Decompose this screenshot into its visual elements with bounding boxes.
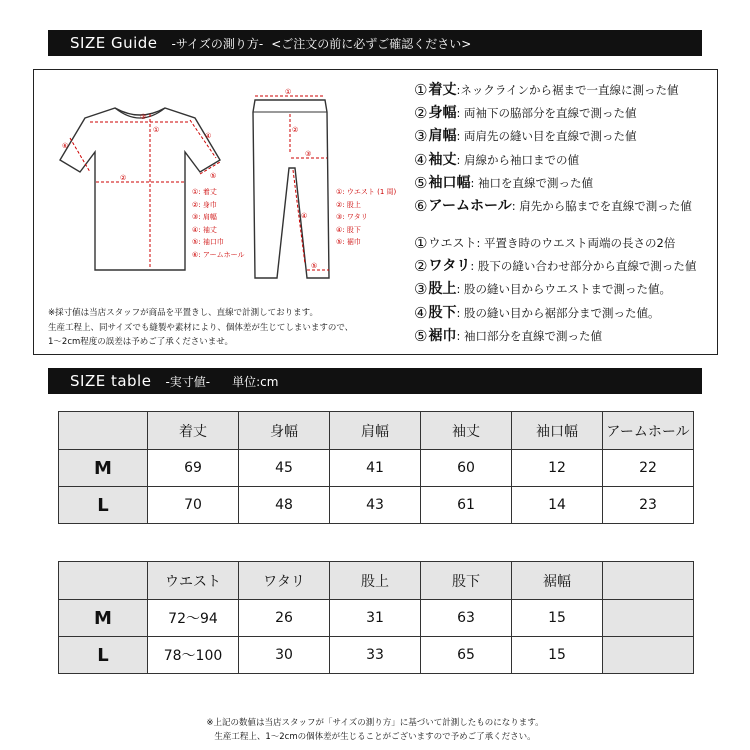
measurement-text: : 股の縫い目からウエストまで測った値。 (456, 282, 671, 297)
table-header-cell: アームホール (603, 412, 694, 450)
legend-item: ④: 袖丈 (192, 225, 217, 234)
size-label-cell: L (59, 637, 148, 674)
table-cell: 78〜100 (148, 637, 239, 674)
measurement-note (48, 306, 353, 350)
measurement-text: : 平置き時のウエスト両端の長さの2倍 (476, 236, 676, 250)
table-row (59, 450, 694, 487)
measurement-label: 裾巾 (428, 327, 457, 344)
size-label-cell: M (59, 450, 148, 487)
measurement-label: 肩幅 (428, 128, 457, 145)
svg-text:④: ④ (205, 132, 212, 140)
svg-text:⑥: ⑥ (62, 142, 69, 150)
size-guide-title: SIZE Guide (70, 34, 158, 52)
table-cell: 15 (512, 600, 603, 637)
size-table-title: SIZE table (70, 372, 152, 390)
table-cell (603, 637, 694, 674)
top-size-table (58, 411, 694, 524)
table-cell: 43 (330, 487, 421, 524)
measurement-number: ⑥ (414, 196, 428, 215)
legend-item: ②: 身巾 (192, 200, 217, 209)
measurement-row (414, 172, 692, 195)
measurement-number: ② (414, 257, 428, 276)
measurement-text: : 袖口を直線で測った値 (470, 175, 593, 190)
table-cell: 41 (330, 450, 421, 487)
measurement-number: ⑤ (414, 326, 428, 345)
measurement-text: : 両肩先の縫い目を直線で測った値 (456, 129, 637, 144)
table-row (59, 637, 694, 674)
measurement-text: : 股の縫い目から裾部分まで測った値。 (456, 305, 660, 320)
legend-item: ①: 着丈 (192, 188, 217, 196)
table-cell (603, 600, 694, 637)
measurement-text: : 肩先から脇までを直線で測った値 (511, 198, 692, 213)
table-cell: 22 (603, 450, 694, 487)
svg-text:①: ① (285, 88, 292, 96)
measurement-row (414, 125, 692, 148)
table-cell: 70 (148, 487, 239, 524)
table-header-cell: 股下 (421, 562, 512, 600)
legend-item: ③: ワタリ (336, 213, 368, 221)
measurement-text: : 両袖下の脇部分を直線で測った値 (456, 106, 637, 121)
table-cell: 48 (239, 487, 330, 524)
measurement-label: アームホール (428, 197, 512, 214)
note-line: ※採寸値は当店スタッフが商品を平置きし、直線で計測しております。 (48, 308, 318, 318)
svg-text:⑤: ⑤ (311, 262, 318, 270)
table-cell: 33 (330, 637, 421, 674)
size-guide-notice: <ご注文の前に必ずご確認ください> (271, 36, 472, 51)
legend-item: ⑤: 袖口巾 (192, 238, 224, 246)
table-header-cell: 袖丈 (421, 412, 512, 450)
measurement-number: ⑤ (414, 173, 428, 192)
measurement-label: ウエスト (428, 236, 477, 250)
measurement-row (414, 278, 696, 301)
table-header-cell: 着丈 (148, 412, 239, 450)
note-line: 生産工程上、同サイズでも縫製や素材により、個体差が生じてしまいますので、 (48, 322, 354, 333)
measurement-label: 股上 (428, 281, 457, 298)
table-header-cell (59, 562, 148, 600)
measurement-row (414, 302, 696, 325)
legend-item: ②: 股上 (336, 200, 361, 209)
table-cell: 14 (512, 487, 603, 524)
measurement-text: :ネックラインから裾まで一直線に測った値 (456, 83, 679, 97)
legend-item: ③: 肩幅 (192, 213, 217, 221)
pants-outline (253, 100, 329, 278)
measurement-number: ③ (414, 280, 428, 299)
table-cell: 61 (421, 487, 512, 524)
table-header-cell: ワタリ (239, 562, 330, 600)
measurement-text: : 股下の縫い合わせ部分から直線で測った値 (470, 259, 697, 274)
size-guide-subtitle: -サイズの測り方- (171, 36, 264, 51)
table-cell: 45 (239, 450, 330, 487)
table-header-cell: 身幅 (239, 412, 330, 450)
measurement-row (414, 255, 696, 278)
bottom-size-table (58, 561, 694, 674)
shirt-legend (192, 186, 245, 261)
size-table-bar (48, 368, 702, 394)
table-header-cell: 袖口幅 (512, 412, 603, 450)
svg-text:①: ① (153, 126, 160, 134)
measurement-row (414, 79, 692, 102)
pants-measurement-list (414, 232, 696, 348)
table-cell: 31 (330, 600, 421, 637)
svg-text:②: ② (120, 174, 127, 182)
measurement-number: ④ (414, 303, 428, 322)
table-row (59, 600, 694, 637)
measurement-label: 着丈 (428, 82, 457, 98)
footer-note (0, 716, 750, 744)
svg-text:⑤: ⑤ (210, 172, 217, 180)
table-cell: 60 (421, 450, 512, 487)
table-header-cell: 肩幅 (330, 412, 421, 450)
legend-item: ④: 股下 (336, 225, 361, 234)
measurement-row (414, 149, 692, 172)
measurement-number: ② (414, 104, 428, 123)
legend-item: ①: ウエスト (1 周) (336, 188, 397, 196)
measurement-number: ③ (414, 127, 428, 146)
svg-text:④: ④ (301, 212, 308, 220)
size-table-unit: 単位:cm (232, 374, 279, 389)
measurement-number: ① (414, 234, 428, 252)
size-table-subtitle: -実寸値- (165, 374, 211, 389)
measurement-row (414, 325, 696, 348)
size-label-cell: M (59, 600, 148, 637)
pants-diagram (245, 88, 335, 288)
footer-line: ※上記の数値は当店スタッフが「サイズの測り方」に基づいて計測したものになります。 (206, 718, 544, 728)
table-cell: 72〜94 (148, 600, 239, 637)
table-cell: 65 (421, 637, 512, 674)
table-cell: 26 (239, 600, 330, 637)
measurement-label: 袖丈 (428, 151, 457, 168)
measurement-text: : 肩線から袖口までの値 (456, 152, 579, 167)
table-cell: 15 (512, 637, 603, 674)
svg-text:②: ② (292, 126, 299, 134)
table-header-row (59, 562, 694, 600)
footer-line: 生産工程上、1〜2cmの個体差が生じることがございますので予めご了承ください。 (214, 732, 536, 742)
shirt-measurement-list (414, 79, 692, 218)
size-label-cell: L (59, 487, 148, 524)
measurement-row (414, 102, 692, 125)
measurement-number: ① (414, 81, 428, 99)
measurement-label: 身幅 (428, 105, 457, 122)
table-cell: 12 (512, 450, 603, 487)
svg-text:③: ③ (140, 113, 147, 121)
measurement-label: ワタリ (428, 258, 471, 275)
legend-item: ⑥: アームホール (192, 250, 245, 259)
table-row (59, 487, 694, 524)
legend-item: ⑤: 裾巾 (336, 238, 361, 246)
measurement-number: ④ (414, 150, 428, 169)
table-cell: 23 (603, 487, 694, 524)
pants-legend (336, 186, 396, 249)
table-cell: 30 (239, 637, 330, 674)
note-line: 1〜2cm程度の誤差は予めご了承くださいませ。 (48, 337, 234, 347)
measurement-row (414, 232, 696, 255)
measurement-row (414, 195, 692, 218)
table-header-cell: 裾幅 (512, 562, 603, 600)
measurement-label: 袖口幅 (428, 174, 471, 191)
size-guide-bar (48, 30, 702, 56)
table-header-row (59, 412, 694, 450)
svg-text:③: ③ (305, 150, 312, 158)
table-header-cell: ウエスト (148, 562, 239, 600)
table-cell: 63 (421, 600, 512, 637)
table-header-cell (59, 412, 148, 450)
measurement-label: 股下 (428, 304, 457, 321)
measurement-text: : 袖口部分を直線で測った値 (456, 328, 602, 343)
table-header-cell: 股上 (330, 562, 421, 600)
table-cell: 69 (148, 450, 239, 487)
table-header-cell (603, 562, 694, 600)
